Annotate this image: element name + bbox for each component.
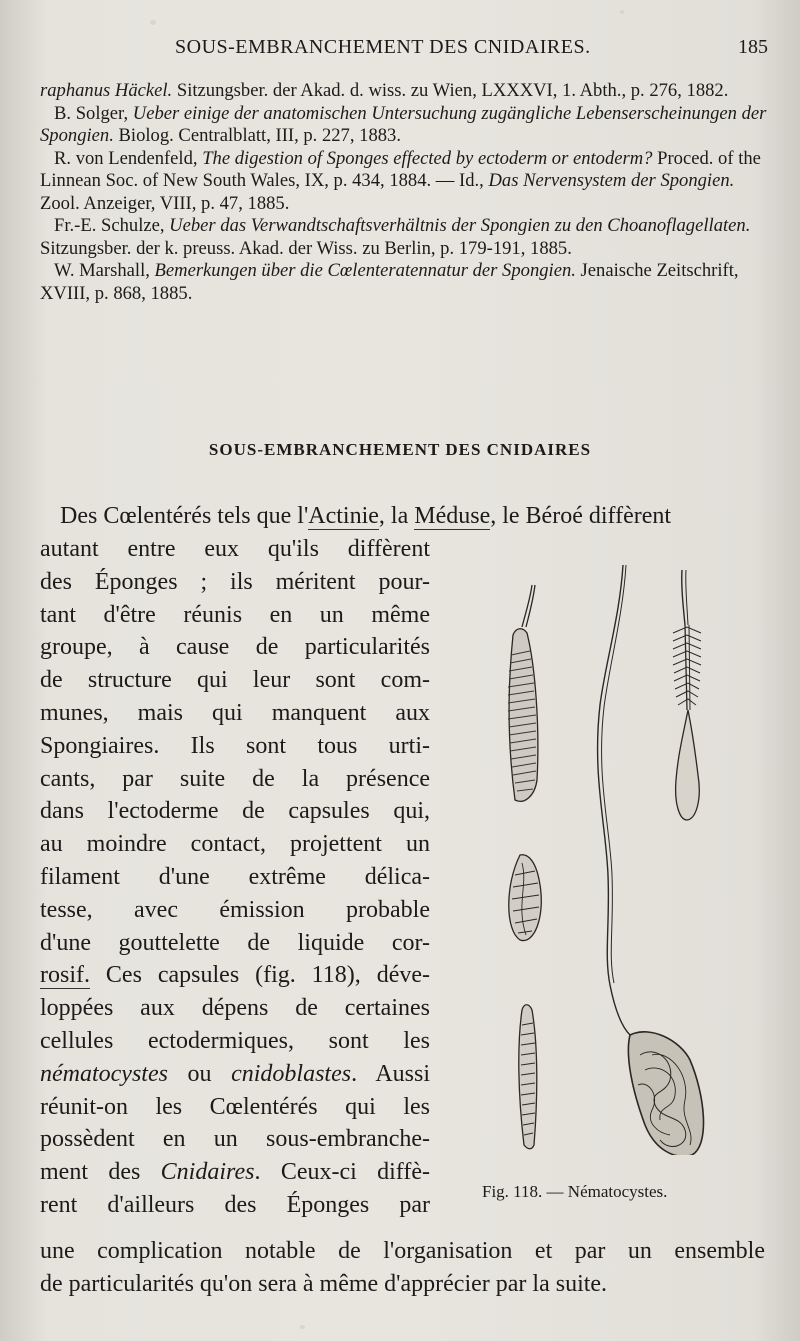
text-line: rent d'ailleurs des Éponges par	[40, 1191, 430, 1218]
reference-source: Sitzungsber. der Akad. d. wiss. zu Wien, LXXXVI, 1. Abth., p. 276, 1882.	[172, 80, 729, 101]
text-run: Des Cœlentérés tels que l'	[60, 503, 309, 529]
underlined-word: Actinie	[308, 503, 379, 529]
underlined-word: Méduse	[414, 503, 491, 529]
reference-title: Ueber das Verwandtschaftsverhältnis der Spongien zu den Choanoflagellaten.	[169, 215, 751, 236]
text-line: cants, par suite de la présence	[40, 765, 430, 792]
figure-caption: Fig. 118. — Nématocystes.	[482, 1182, 668, 1201]
italic-term: cnidoblastes	[231, 1060, 352, 1087]
nematocyst-small-capsule	[519, 1005, 537, 1149]
text-run: , le Béroé diffèrent	[490, 503, 672, 529]
text-line: filament d'une extrême délica-	[40, 863, 430, 890]
paragraph-column	[40, 533, 430, 1222]
reference-item	[40, 80, 770, 103]
reference-title: Das Nervensystem der Spongien.	[488, 170, 735, 191]
text-line: de particularités qu'on sera à même d'apprécier par la suite.	[40, 1270, 608, 1297]
reference-source: Biolog. Centralblatt, III, p. 227, 1883.	[113, 125, 401, 146]
nematocyst-large-capsule	[628, 1032, 703, 1155]
text-line: une complication notable de l'organisation et par un ensemble	[40, 1238, 765, 1264]
italic-term: Cnidaires	[160, 1159, 255, 1186]
reference-item	[40, 148, 770, 216]
text-line: groupe, à cause de particularités	[40, 634, 430, 661]
text-line: dans l'ectoderme de capsules qui,	[40, 798, 430, 825]
text-line: loppées aux dépens de certaines	[40, 995, 430, 1022]
reference-title: Ueber einige der anatomischen Untersuchung zugängliche Lebenserscheinungen der Spongien.	[40, 102, 767, 146]
page-number: 185	[738, 36, 768, 58]
text-line: autant entre eux qu'ils diffèrent	[40, 536, 430, 562]
text-line	[40, 1058, 430, 1091]
text-line	[40, 1156, 430, 1189]
text-line: Spongiaires. Ils sont tous urti-	[40, 732, 430, 759]
text-line	[40, 959, 430, 992]
text-line: de structure qui leur sont com-	[40, 667, 430, 694]
bibliography	[40, 80, 770, 305]
reference-author: W. Marshall,	[54, 260, 155, 281]
reference-title: raphanus Häckel.	[40, 80, 173, 101]
text-run: , la	[378, 503, 415, 529]
nematocyst-illustration	[480, 555, 780, 1155]
text-line: munes, mais qui manquent aux	[40, 699, 430, 726]
reference-item	[40, 215, 770, 260]
reference-source: Jenaische Zeitschrift, XVIII, p. 868, 1885.	[40, 260, 739, 304]
figure-nematocystes	[480, 555, 780, 1155]
text-line: au moindre contact, projettent un	[40, 831, 430, 858]
underlined-word: rosif.	[40, 962, 90, 989]
text-line: d'une gouttelette de liquide cor-	[40, 929, 430, 956]
reference-author: R. von Lendenfeld,	[54, 147, 203, 169]
text-run: ou	[167, 1060, 232, 1087]
section-title: SOUS-EMBRANCHEMENT DES CNIDAIRES	[208, 440, 592, 459]
text-line: tant d'être réunis en un même	[40, 601, 430, 628]
running-title: SOUS-EMBRANCHEMENT DES CNIDAIRES.	[175, 36, 591, 58]
text-run: ment des	[40, 1159, 161, 1186]
reference-item	[40, 103, 770, 148]
text-line: réunit-on les Cœlentérés qui les	[40, 1093, 430, 1120]
paragraph-first-line	[60, 500, 770, 533]
reference-source: Proced. of the Linnean Soc. of New South Wales, IX, p. 434, 1884. — Id.,	[40, 147, 761, 191]
text-run: . Aussi	[351, 1060, 431, 1087]
reference-item	[40, 260, 770, 305]
reference-source: Zool. Anzeiger, VIII, p. 47, 1885.	[40, 192, 290, 214]
text-line: possèdent en un sous-embranche-	[40, 1126, 430, 1153]
reference-author: B. Solger,	[54, 102, 133, 124]
reference-title: Bemerkungen über die Cœlenteratennatur der Spongien.	[154, 260, 576, 281]
text-line: des Éponges ; ils méritent pour-	[40, 568, 430, 595]
running-head	[0, 36, 800, 66]
text-run: . Ceux-ci diffè-	[254, 1159, 430, 1186]
italic-term: nématocystes	[40, 1060, 168, 1087]
text-line: tesse, avec émission probable	[40, 896, 430, 923]
reference-title: The digestion of Sponges effected by ectoderm or entoderm?	[202, 147, 653, 169]
nematocyst-striated-capsule	[509, 585, 538, 801]
paragraph-tail	[40, 1235, 765, 1301]
reference-author: Fr.-E. Schulze,	[54, 215, 170, 236]
nematocyst-long-thread	[598, 565, 630, 1035]
reference-source: Sitzungsber. der k. preuss. Akad. der Wiss. zu Berlin, p. 179-191, 1885.	[40, 237, 572, 259]
text-run: Ces capsules (fig. 118), déve-	[90, 962, 430, 989]
nematocyst-oval-capsule	[509, 855, 542, 941]
text-line: cellules ectodermiques, sont les	[40, 1027, 430, 1054]
